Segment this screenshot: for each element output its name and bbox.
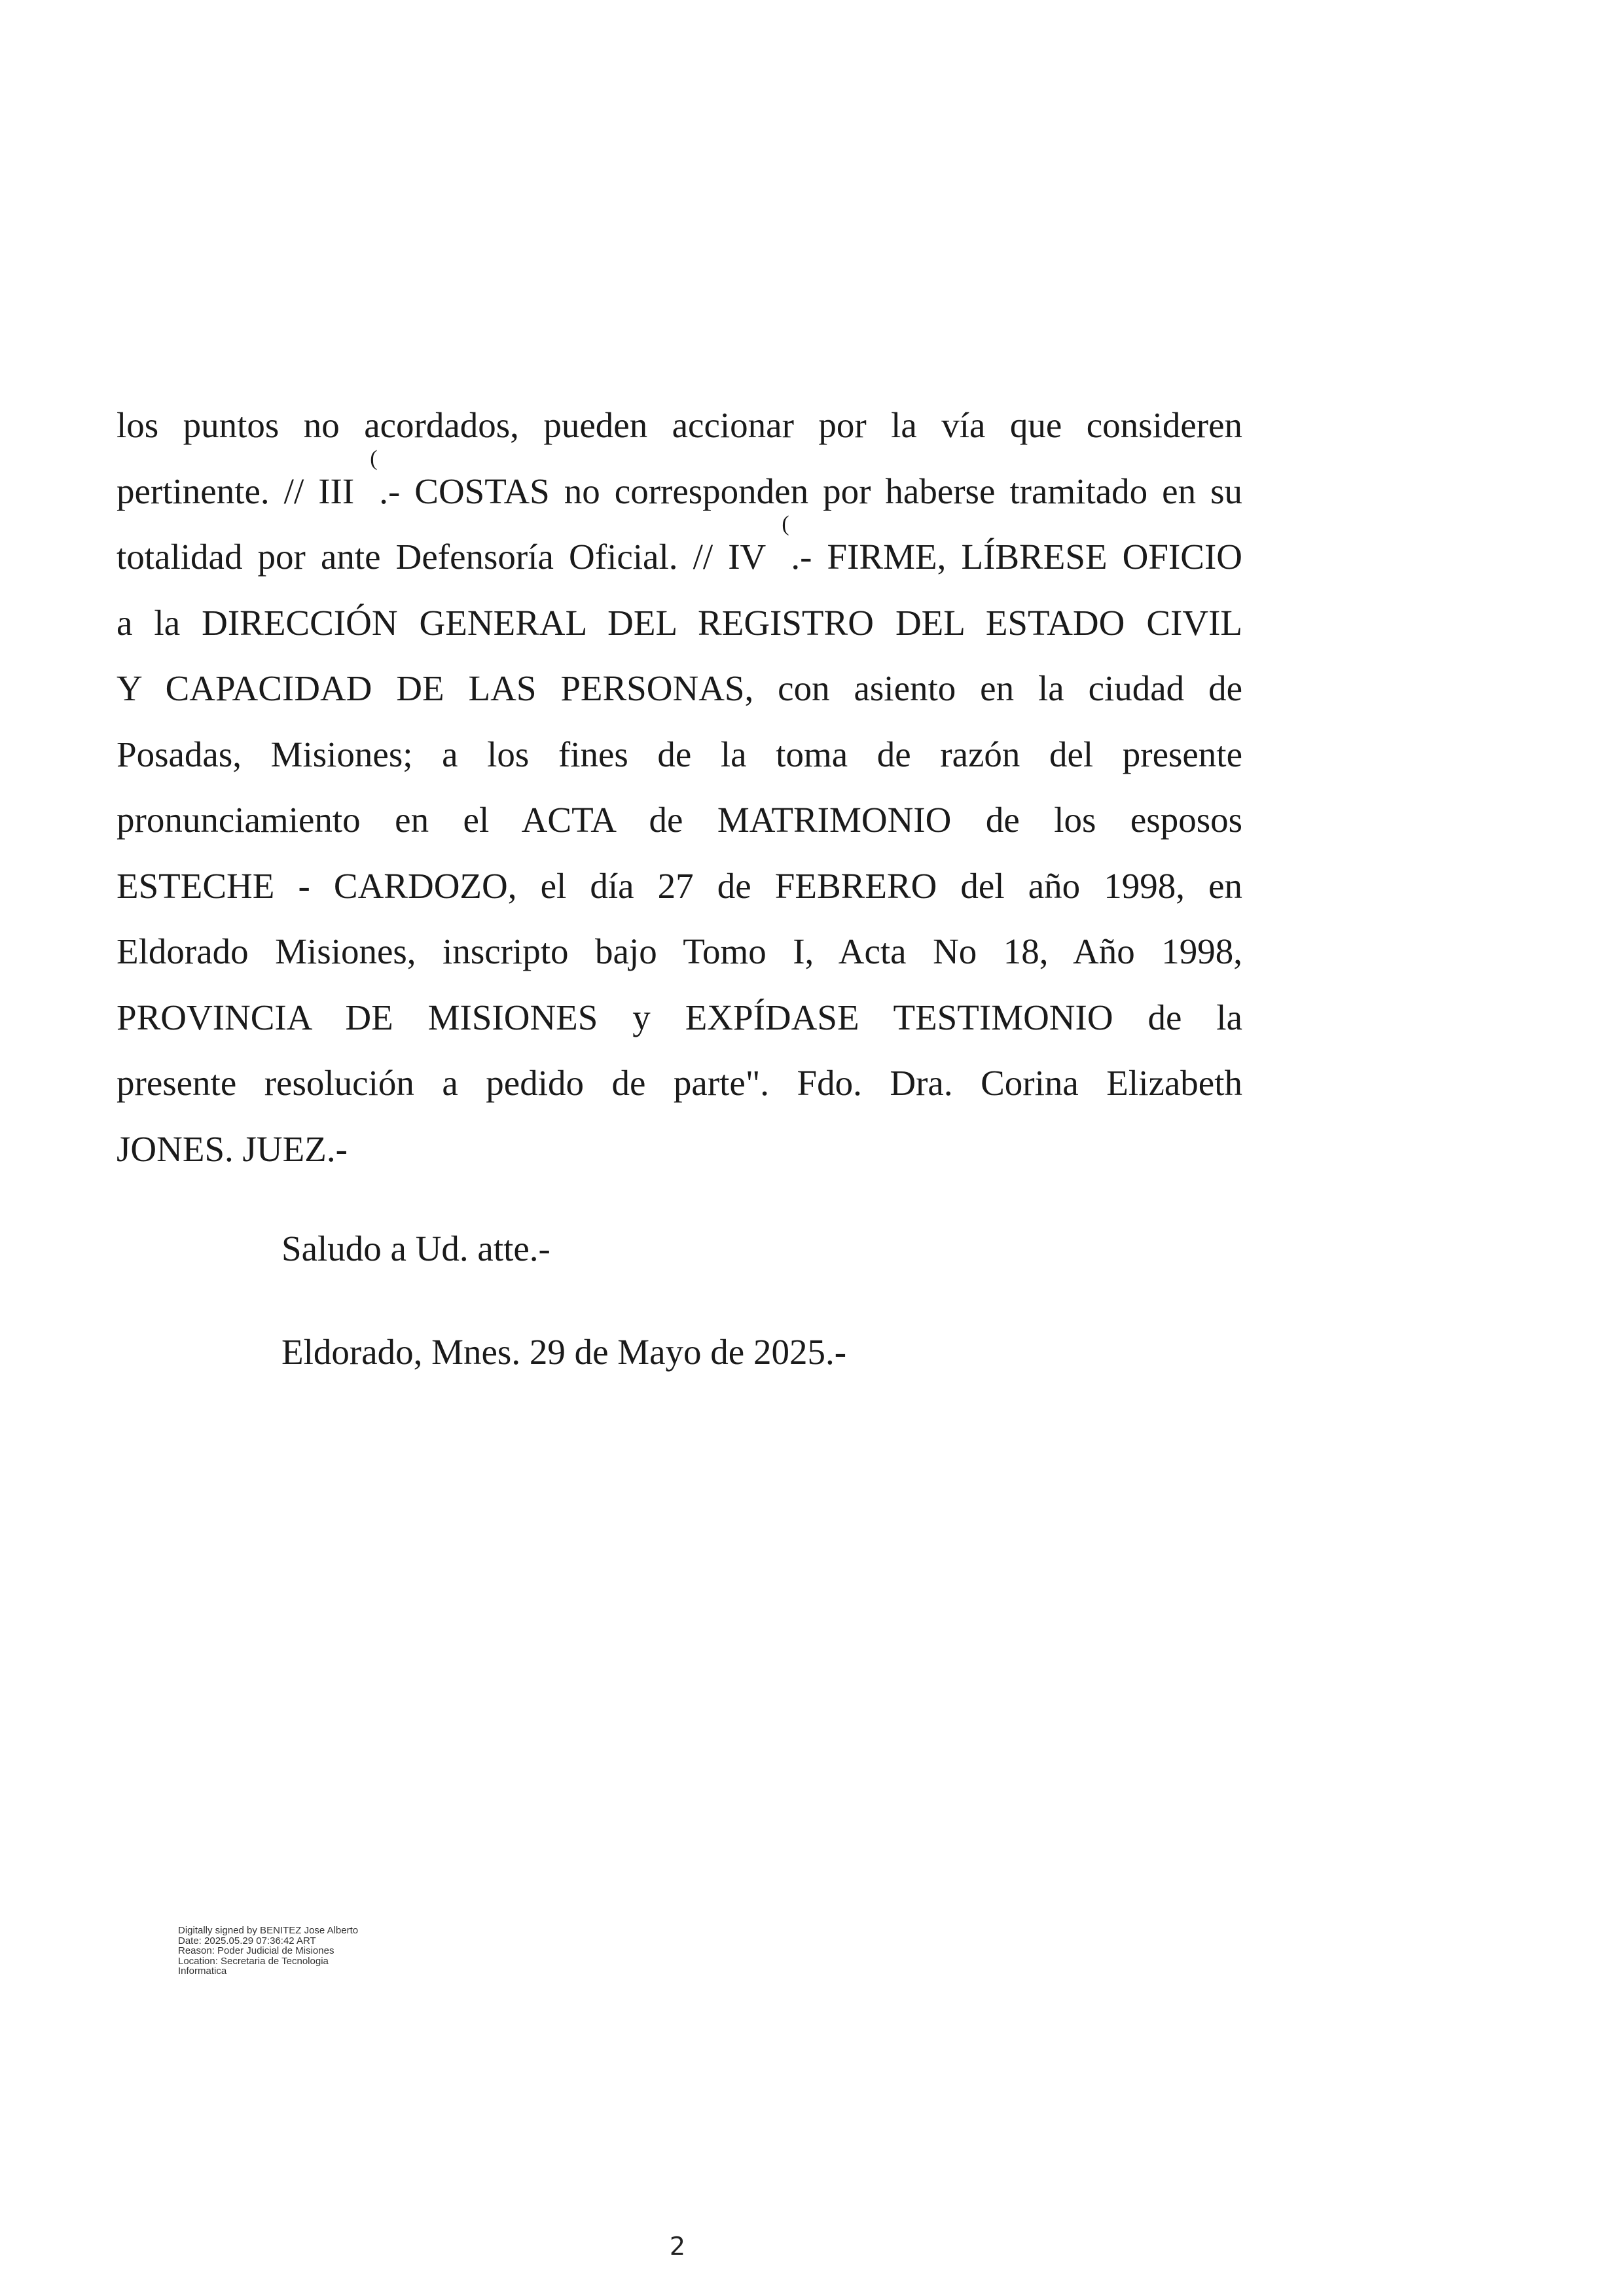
superscript-mark: ( <box>370 446 378 471</box>
signature-line: Reason: Poder Judicial de Misiones <box>178 1945 334 1956</box>
body-line: ESTECHE - CARDOZO, el día 27 de FEBRERO del año 1998, en <box>117 865 1242 906</box>
body-line <box>117 512 1242 590</box>
closing-greeting: Saludo a Ud. atte.- <box>281 1229 550 1268</box>
body-line: a la DIRECCIÓN GENERAL DEL REGISTRO DEL ESTADO CIVIL <box>117 602 1242 643</box>
body-line: Eldorado Misiones, inscripto bajo Tomo I, Acta No 18, Año 1998, <box>117 931 1242 971</box>
body-line: los puntos no acordados, pueden accionar por la vía que consideren <box>117 405 1242 445</box>
body-text-segment: totalidad por ante Defensoría Oficial. // IV <box>117 537 766 577</box>
signature-line: Informatica <box>178 1965 227 1977</box>
body-line: Y CAPACIDAD DE LAS PERSONAS, con asiento en la ciudad de <box>117 668 1242 708</box>
digital-signature-block <box>178 1926 358 1977</box>
superscript-mark: ( <box>782 512 789 536</box>
body-line: presente resolución a pedido de parte". Fdo. Dra. Corina Elizabeth <box>117 1063 1242 1103</box>
body-text-segment: pertinente. // III <box>117 471 355 511</box>
page-number: 2 <box>669 2232 686 2261</box>
body-line: PROVINCIA DE MISIONES y EXPÍDASE TESTIMONIO de la <box>117 997 1242 1037</box>
body-line <box>117 446 1242 525</box>
document-body <box>117 393 1242 1182</box>
body-line: JONES. JUEZ.- <box>117 1128 348 1169</box>
signature-line: Digitally signed by BENITEZ Jose Alberto <box>178 1925 359 1936</box>
signature-line: Date: 2025.05.29 07:36:42 ART <box>178 1935 316 1946</box>
place-and-date: Eldorado, Mnes. 29 de Mayo de 2025.- <box>281 1332 847 1372</box>
body-text-segment: .- FIRME, LÍBRESE OFICIO <box>791 537 1242 577</box>
body-text-segment: .- COSTAS no corresponden por haberse tramitado en su <box>379 471 1242 511</box>
signature-line: Location: Secretaria de Tecnologia <box>178 1955 329 1967</box>
body-line: Posadas, Misiones; a los fines de la toma de razón del presente <box>117 734 1242 774</box>
body-line: pronunciamiento en el ACTA de MATRIMONIO de los esposos <box>117 800 1242 840</box>
